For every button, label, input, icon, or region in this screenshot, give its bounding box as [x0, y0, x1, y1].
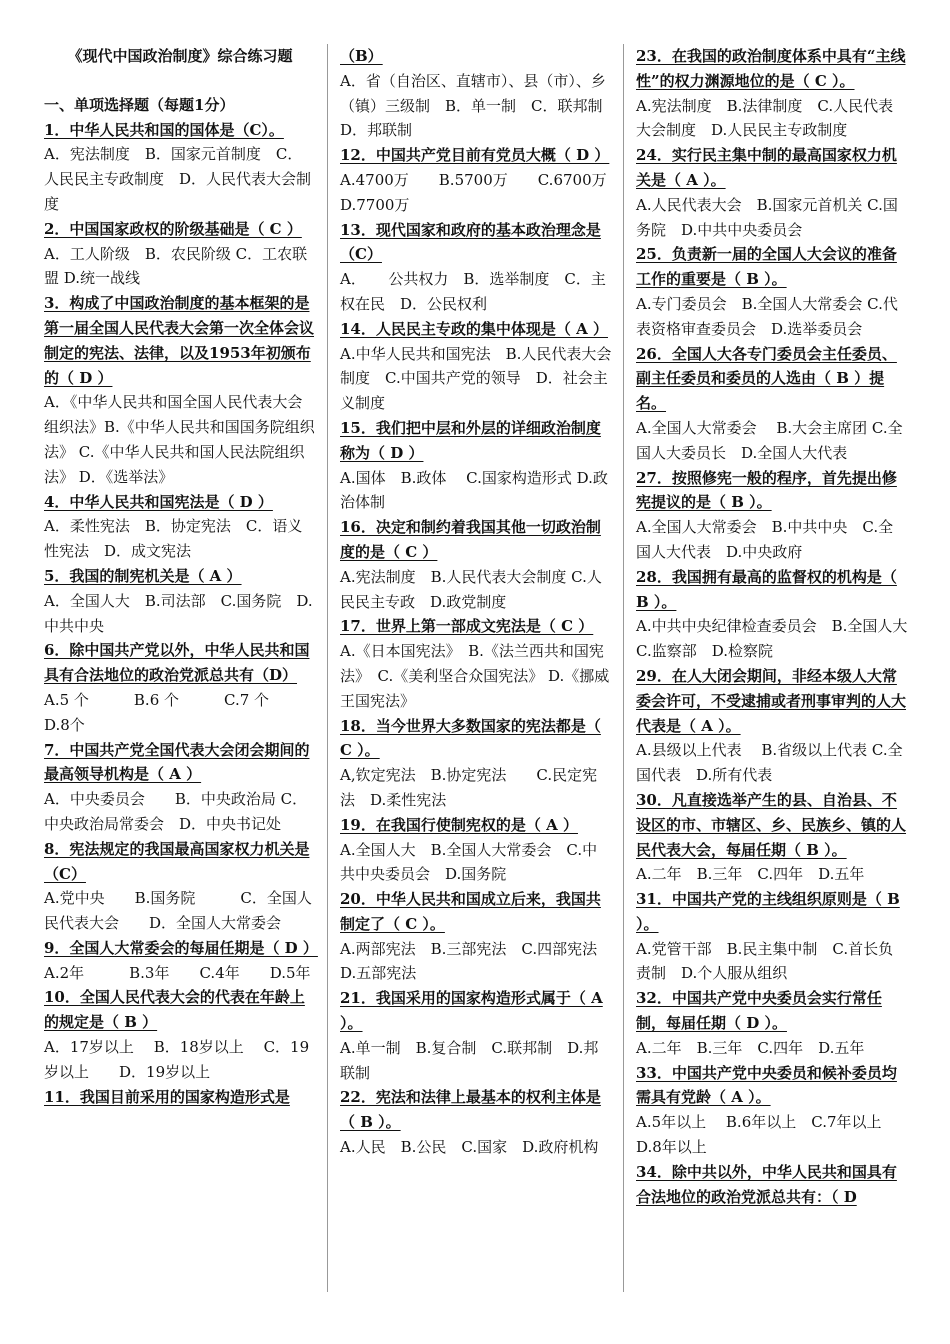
answer-options: A.中华人民共和国宪法 B.人民代表大会制度 C.中国共产党的领导 D．社会主义制度	[340, 344, 612, 413]
question-item	[340, 714, 612, 813]
answer-options: A,钦定宪法 B.协定宪法 C.民定宪法 D.柔性宪法	[340, 766, 598, 809]
answer-options: A．柔性宪法 B．协定宪法 C．语义性宪法 D．成文宪法	[44, 517, 303, 561]
question-item	[636, 44, 908, 143]
question-item	[636, 242, 908, 341]
question-stem: 34．除中共以外，中华人民共和国具有合法地位的政治党派总共有：（ D	[636, 1162, 897, 1206]
question-item	[44, 291, 316, 489]
question-item	[44, 985, 316, 1084]
column-divider	[327, 44, 328, 1292]
question-stem: 21．我国采用的国家构造形式属于（ A ）。	[340, 989, 603, 1033]
question-item	[340, 813, 612, 887]
column-divider	[623, 44, 624, 1292]
question-stem: 33．中国共产党中央委员和候补委员均需具有党龄（ A ）。	[636, 1063, 897, 1107]
question-stem: 23．在我国的政治制度体系中具有“主线性”的权力渊源地位的是（ C ）。	[636, 47, 906, 90]
section-heading: 一、单项选择题（每题1分）	[44, 95, 235, 114]
question-item	[44, 638, 316, 737]
question-item	[340, 317, 612, 416]
answer-options: A.专门委员会 B.全国人大常委会 C.代表资格审查委员会 D.选举委员会	[636, 294, 898, 338]
question-stem: 12．中国共产党目前有党员大概（ D ）	[340, 146, 610, 165]
question-item	[44, 1085, 316, 1110]
column-2	[340, 44, 618, 1160]
question-stem: 20．中华人民共和国成立后来，我国共制定了（ C ）。	[340, 890, 601, 933]
answer-options: A.全国人大常委会 B.大会主席团 C.全国人大委员长 D.全国人大代表	[636, 418, 903, 462]
question-item	[340, 218, 612, 317]
question-item	[340, 143, 612, 217]
answer-options: A． 公共权力 B．选举制度 C．主权在民 D．公民权利	[340, 270, 606, 313]
question-item	[636, 788, 908, 887]
answer-options: A.全国人大常委会 B.中共中央 C.全国人大代表 D.中央政府	[636, 518, 894, 561]
answer-options: A．中央委员会 B．中央政治局 C．中央政治局常委会 D．中央书记处	[44, 790, 308, 833]
answer-options: A．宪法制度 B．国家元首制度 C．人民民主专政制度 D．人民代表大会制度	[44, 145, 312, 213]
answer-options: A.人民代表大会 B.国家元首机关 C.国务院 D.中共中央委员会	[636, 195, 898, 239]
question-list	[636, 44, 923, 1209]
answer-options: A．全国人大 B.司法部 C.国务院 D.中共中央	[44, 591, 313, 635]
answer-options: A.《日本国宪法》 B.《法兰西共和国宪法》 C.《美利坚合众国宪法》 D.《挪威王国宪法》	[340, 642, 610, 710]
question-stem: 30．凡直接选举产生的县、自治县、不设区的市、市辖区、乡、民族乡、镇的人民代表大会，每届任期（ B ）。	[636, 790, 907, 859]
question-item	[44, 837, 316, 936]
question-item	[44, 217, 316, 291]
question-stem: 7．中国共产党全国代表大会闭会期间的最高领导机构是（ A ）	[44, 740, 310, 784]
answer-options: A．省（自治区、直辖市）、县（市）、乡（镇）三级制 B．单一制 C．联邦制 D．邦联制	[340, 71, 618, 140]
question-list	[340, 44, 618, 1160]
answer-options: A.单一制 B.复合制 C.联邦制 D.邦联制	[340, 1038, 599, 1082]
question-stem: 6．除中国共产党以外，中华人民共和国具有合法地位的政治党派总共有（D）	[44, 641, 310, 685]
answer-options: A.党管干部 B.民主集中制 C.首长负责制 D.个人服从组织	[636, 939, 894, 983]
question-item	[44, 936, 316, 986]
question-stem: 13．现代国家和政府的基本政治理念是（C）	[340, 220, 601, 264]
answer-options: A.两部宪法 B.三部宪法 C.四部宪法 D.五部宪法	[340, 939, 613, 983]
question-stem: （B）	[340, 47, 383, 65]
question-stem: 25．负责新一届的全国人大会议的准备工作的重要是（ B ）。	[636, 245, 897, 289]
question-stem: 2．中国国家政权的阶级基础是（ C ）	[44, 219, 302, 238]
question-item	[636, 342, 908, 466]
answer-options: A．《中华人民共和国全国人民代表大会组织法》B.《中华人民共和国国务院组织法》 C.《中华人民共和国人民法院组织法》 D．《选举法》	[44, 393, 315, 486]
answer-options: A.5 个 B.6 个 C.7 个 D.8个	[44, 690, 300, 734]
answer-options: A.党中央 B.国务院 C．全国人民代表大会 D．全国人大常委会	[44, 889, 312, 933]
question-stem: 17．世界上第一部成文宪法是（ C ）	[340, 617, 594, 636]
question-item	[44, 738, 316, 837]
answer-options: A.二年 B.三年 C.四年 D.五年	[636, 865, 865, 884]
question-item	[340, 44, 618, 143]
question-stem: 31．中国共产党的主线组织原则是（ B ）。	[636, 890, 900, 933]
answer-options: A.中共中央纪律检查委员会 B.全国人大 C.监察部 D.检察院	[636, 617, 923, 661]
question-item	[636, 986, 908, 1060]
question-stem: 22．宪法和法律上最基本的权利主体是（ B ）。	[340, 1088, 601, 1132]
answer-options: A.国体 B.政体 C.国家构造形式 D.政治体制	[340, 468, 608, 512]
question-item	[340, 986, 612, 1085]
question-item	[340, 887, 612, 986]
answer-options: A.人民 B.公民 C.国家 D.政府机构	[340, 1138, 599, 1157]
question-stem: 26．全国人大各专门委员会主任委员、副主任委员和委员的人选由（ B ）提名。	[636, 344, 897, 413]
answer-options: A.2年 B.3年 C.4年 D.5年	[44, 963, 311, 982]
question-stem: 11．我国目前采用的国家构造形式是	[44, 1087, 290, 1106]
question-stem: 27．按照修宪一般的程序，首先提出修宪提议的是（ B ）。	[636, 468, 897, 512]
question-item	[636, 1061, 908, 1160]
answer-options: A.宪法制度 B.人民代表大会制度 C.人民民主专政 D.政党制度	[340, 567, 602, 611]
question-item	[636, 565, 923, 664]
question-item	[44, 564, 316, 638]
question-item	[636, 887, 908, 986]
question-item	[340, 614, 612, 713]
question-item	[636, 143, 908, 242]
column-3	[636, 44, 923, 1209]
question-stem: 3．构成了中国政治制度的基本框架的是第一届全国人民代表大会第一次全体会议制定的宪法、法律，以及1953年初颁布的（ D ）	[44, 294, 315, 387]
question-stem: 32．中国共产党中央委员会实行常任制，每届任期（ D ）。	[636, 989, 882, 1033]
question-stem: 4．中华人民共和国宪法是（ D ）	[44, 492, 273, 511]
question-stem: 28．我国拥有最高的监督权的机构是（ B ）。	[636, 567, 897, 611]
question-item	[340, 515, 612, 614]
question-stem: 14．人民民主专政的集中体现是（ A ）	[340, 319, 608, 338]
document-title: 《现代中国政治制度》综合练习题	[67, 47, 293, 65]
question-stem: 1．中华人民共和国的国体是（C）。	[44, 120, 284, 139]
answer-options: A.县级以上代表 B.省级以上代表 C.全国代表 D.所有代表	[636, 741, 903, 785]
question-item	[340, 416, 612, 515]
question-stem: 24．实行民主集中制的最高国家权力机关是（ A ）。	[636, 146, 897, 189]
question-stem: 19．在我国行使制宪权的是（ A ）	[340, 815, 578, 834]
answer-options: A.宪法制度 B.法律制度 C.人民代表大会制度 D.人民民主专政制度	[636, 96, 894, 140]
answer-options: A．17岁以上 B．18岁以上 C．19岁以上 D．19岁以上	[44, 1038, 310, 1081]
question-item	[636, 664, 908, 788]
question-stem: 15．我们把中层和外层的详细政治制度称为（ D ）	[340, 418, 601, 462]
question-item	[340, 1085, 612, 1159]
question-item	[44, 490, 316, 564]
question-stem: 8．宪法规定的我国最高国家权力机关是（C）	[44, 839, 310, 883]
question-stem: 29．在人大闭会期间，非经本级人大常委会许可，不受逮捕或者刑事审判的人大代表是（ A ）。	[636, 666, 907, 735]
answer-options: A.二年 B.三年 C.四年 D.五年	[636, 1038, 865, 1057]
column-1	[44, 44, 316, 1109]
question-list	[44, 118, 316, 1110]
question-item	[636, 466, 908, 565]
question-item	[636, 1160, 908, 1210]
question-stem: 18．当今世界大多数国家的宪法都是（ C ）。	[340, 716, 601, 760]
answer-options: A.4700万 B.5700万 C.6700万 D.7700万	[340, 170, 607, 214]
answer-options: A.全国人大 B.全国人大常委会 C.中共中央委员会 D.国务院	[340, 840, 598, 884]
question-item	[44, 118, 316, 217]
question-stem: 10．全国人民代表大会的代表在年龄上的规定是（ B ）	[44, 988, 305, 1032]
answer-options: A.5年以上 B.6年以上 C.7年以上 D.8年以上	[636, 1113, 897, 1157]
question-stem: 5．我国的制宪机关是（ A ）	[44, 566, 242, 585]
question-stem: 9．全国人大常委会的每届任期是（ D ）	[44, 938, 318, 957]
question-stem: 16．决定和制约着我国其他一切政治制度的是（ C ）	[340, 518, 601, 561]
answer-options: A．工人阶级 B．农民阶级 C．工农联盟 D.统一战线	[44, 244, 308, 288]
